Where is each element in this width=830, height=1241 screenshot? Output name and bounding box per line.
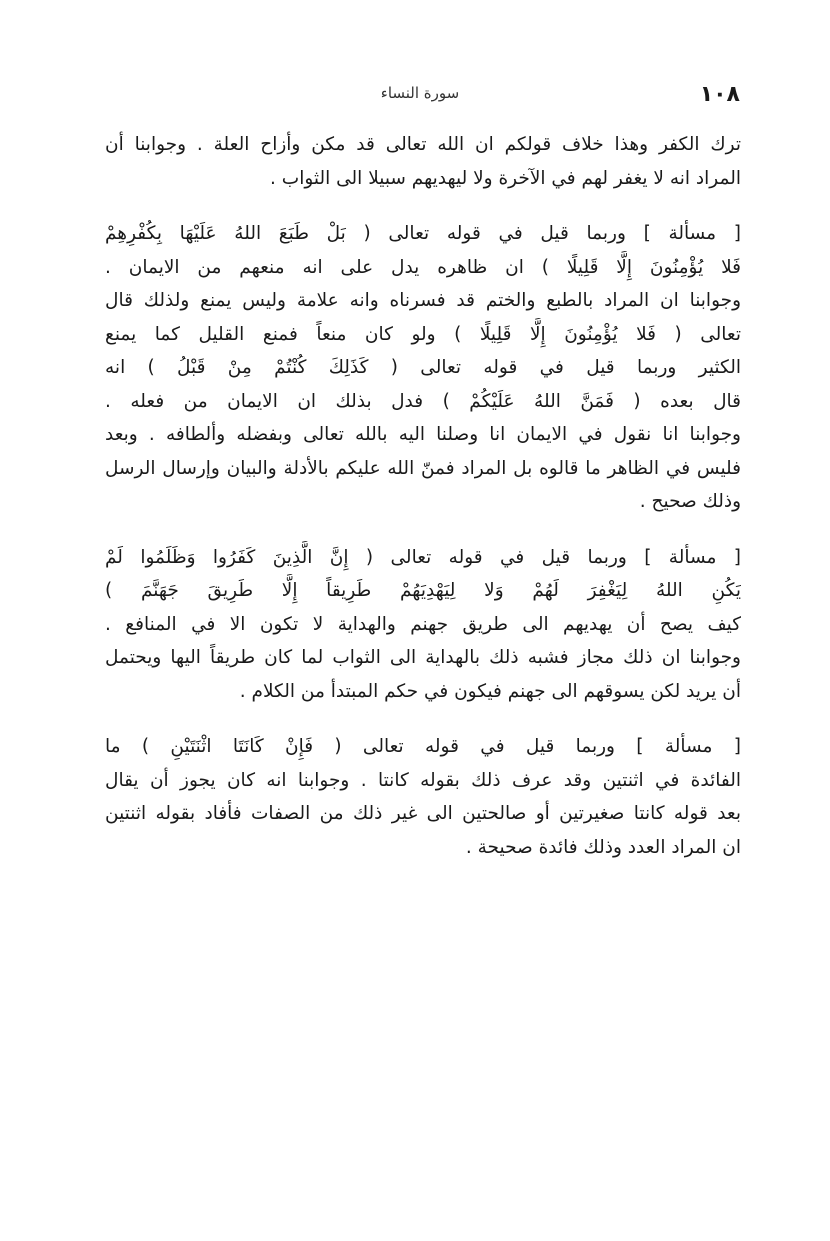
text-line: وجوابنا انا نقول في الايمان انا وصلنا اليه بالله تعالى وبفضله وألطافه . وبعد xyxy=(105,424,741,445)
text-line: [ مسألة ] وربما قيل في قوله تعالى ( إِنَّ الَّذِينَ كَفَرُوا وَظَلَمُوا لَمْ xyxy=(105,546,741,568)
text-line: المراد انه لا يغفر لهم في الآخرة ولا ليهديهم سبيلا الى الثواب . xyxy=(270,167,741,189)
running-title: سورة النساء xyxy=(380,84,460,102)
text-line: فليس في الظاهر ما قالوه بل المراد فمنّ الله عليكم بالأدلة والبيان وإرسال الرسل xyxy=(105,457,741,479)
text-line: وجوابنا ان المراد بالطبع والختم قد فسرناه وانه علامة وليس يمنع ولذلك قال xyxy=(105,290,741,311)
text-line: ان المراد العدد وذلك فائدة صحيحة . xyxy=(465,836,741,858)
paragraph-gap xyxy=(105,708,741,730)
text-line: فَلا يُؤْمِنُونَ إِلَّا قَلِيلًا ) ان ظاهره يدل على انه منعهم من الايمان . xyxy=(105,256,741,278)
paragraph-intro xyxy=(105,128,741,195)
text-line: تعالى ( فَلا يُؤْمِنُونَ إِلَّا قَلِيلًا ) ولو كان منعاً فمنع القليل كما يمنع xyxy=(105,323,741,345)
paragraph-gap xyxy=(105,195,741,217)
paragraph-question-1 xyxy=(105,217,741,519)
paragraph-gap xyxy=(105,519,741,541)
paragraph-question-3 xyxy=(105,730,741,864)
text-line: وجوابنا ان ذلك مجاز فشبه ذلك بالهداية الى الثواب لما كان طريقاً اليها ويحتمل xyxy=(105,647,741,668)
text-line: بعد قوله كانتا صغيرتين أو صالحتين الى غير ذلك من الصفات فأفاد بقوله اثنتين xyxy=(105,803,741,824)
text-line: يَكُنِ اللهُ لِيَغْفِرَ لَهُمْ وَلا لِيَهْدِيَهُمْ طَرِيقاً إِلَّا طَرِيقَ جَهَنَّمَ ) xyxy=(105,580,741,601)
text-line: قال بعده ( فَمَنَّ اللهُ عَلَيْكُمْ ) فدل بذلك ان الايمان من فعله . xyxy=(105,390,741,412)
page-body xyxy=(105,128,741,864)
paragraph-question-2 xyxy=(105,541,741,709)
text-line: [ مسألة ] وربما قيل في قوله تعالى ( بَلْ طَبَعَ اللهُ عَلَيْهَا بِكُفْرِهِمْ xyxy=(105,223,741,244)
text-line: ترك الكفر وهذا خلاف قولكم ان الله تعالى قد مكن وأزاح العلة . وجوابنا أن xyxy=(105,134,741,155)
text-line: كيف يصح أن يهديهم الى طريق جهنم والهداية لا تكون الا في المنافع . xyxy=(105,613,741,635)
text-line: أن يريد لكن يسوقهم الى جهنم فيكون في حكم المبتدأ من الكلام . xyxy=(239,680,741,702)
text-line: الفائدة في اثنتين وقد عرف ذلك بقوله كانتا . وجوابنا انه كان يجوز أن يقال xyxy=(105,769,741,791)
text-line: الكثير وربما قيل في قوله تعالى ( كَذَلِكَ كُنْتُمْ مِنْ قَبْلُ ) انه xyxy=(105,357,741,378)
page-number: ١٠٨ xyxy=(699,82,740,107)
text-line: وذلك صحيح . xyxy=(639,491,741,512)
page-header xyxy=(100,78,740,112)
text-line: [ مسألة ] وربما قيل في قوله تعالى ( فَإِنْ كَانَتَا اثْنَتَيْنِ ) ما xyxy=(105,736,741,757)
